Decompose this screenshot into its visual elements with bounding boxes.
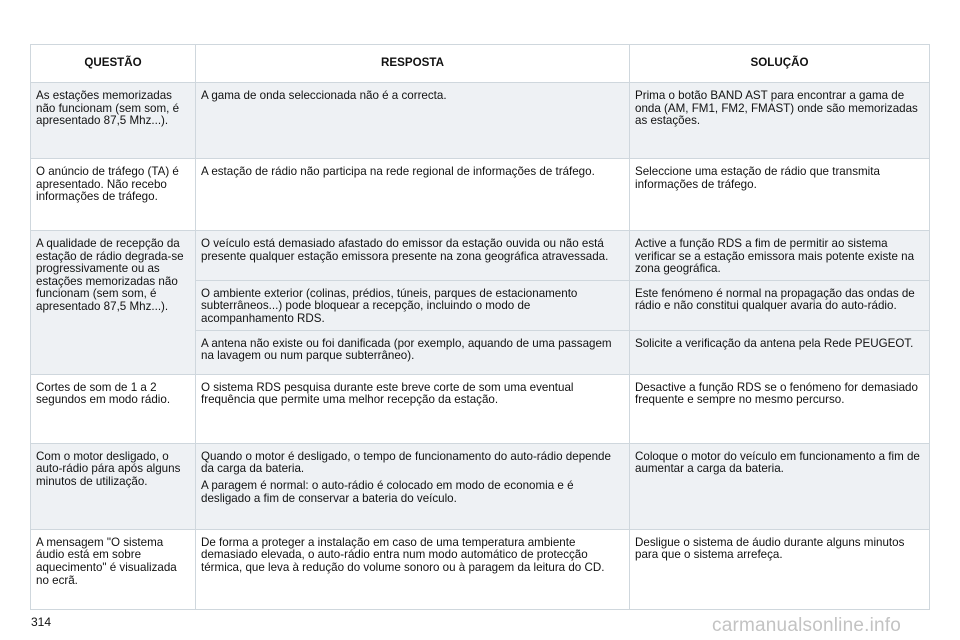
- page-number: 314: [31, 615, 52, 629]
- question-cell: As estações memorizadas não funcionam (sem som, é apresentado 87,5 Mhz...).: [31, 83, 196, 159]
- solution-cell: Active a função RDS a fim de permitir ao sistema verificar se a estação emissora mais potente existe na zona geográfica.: [630, 231, 930, 281]
- answer-cell: A gama de onda seleccionada não é a correcta.: [196, 83, 630, 159]
- question-cell: Com o motor desligado, o auto-rádio pára após alguns minutos de utilização.: [31, 443, 196, 529]
- table-row: [31, 443, 930, 529]
- solution-cell: Coloque o motor do veículo em funcionamento a fim de aumentar a carga da bateria.: [630, 443, 930, 529]
- question-cell: Cortes de som de 1 a 2 segundos em modo rádio.: [31, 374, 196, 443]
- solution-cell: Solicite a verificação da antena pela Rede PEUGEOT.: [630, 330, 930, 374]
- answer-cell: O veículo está demasiado afastado do emissor da estação ouvida ou não está presente qualquer estação emissora presente na zona geográfica atravessada.: [196, 231, 630, 281]
- table-row: [31, 374, 930, 443]
- question-cell: O anúncio de tráfego (TA) é apresentado. Não recebo informações de tráfego.: [31, 159, 196, 231]
- solution-cell: Este fenómeno é normal na propagação das ondas de rádio e não constitui qualquer avaria do auto-rádio.: [630, 280, 930, 330]
- answer-paragraph: Quando o motor é desligado, o tempo de funcionamento do auto-rádio depende da carga da bateria.: [201, 449, 611, 476]
- table-row: [31, 529, 930, 609]
- table-header-row: [31, 45, 930, 83]
- solution-cell: Prima o botão BAND AST para encontrar a gama de onda (AM, FM1, FM2, FMAST) onde são memorizadas as estações.: [630, 83, 930, 159]
- table-row: [31, 159, 930, 231]
- header-answer: RESPOSTA: [196, 45, 630, 83]
- table-row: [31, 83, 930, 159]
- answer-cell: O sistema RDS pesquisa durante este breve corte de som uma eventual frequência que permite uma melhor recepção da estação.: [196, 374, 630, 443]
- header-question: QUESTÃO: [31, 45, 196, 83]
- question-cell: A mensagem "O sistema áudio está em sobre aquecimento" é visualizada no ecrã.: [31, 529, 196, 609]
- answer-cell: O ambiente exterior (colinas, prédios, túneis, parques de estacionamento subterrâneos...) pode bloquear a recepção, incluindo o modo de acompanhamento RDS.: [196, 280, 630, 330]
- question-cell: A qualidade de recepção da estação de rádio degrada-se progressivamente ou as estações memorizadas não funcionam (sem som, é apresentado 87,5 Mhz...).: [31, 231, 196, 375]
- solution-cell: Desligue o sistema de áudio durante alguns minutos para que o sistema arrefeça.: [630, 529, 930, 609]
- table-row: [31, 231, 930, 281]
- troubleshooting-table: [30, 44, 930, 610]
- header-solution: SOLUÇÃO: [630, 45, 930, 83]
- answer-cell: De forma a proteger a instalação em caso de uma temperatura ambiente demasiado elevada, o auto-rádio entra num modo automático de protecção térmica, que leva à redução do volume sonoro ou à paragem da leitura do CD.: [196, 529, 630, 609]
- answer-cell: A antena não existe ou foi danificada (por exemplo, aquando de uma passagem na lavagem ou num parque subterrâneo).: [196, 330, 630, 374]
- answer-cell: A estação de rádio não participa na rede regional de informações de tráfego.: [196, 159, 630, 231]
- answer-paragraph: A paragem é normal: o auto-rádio é colocado em modo de economia e é desligado a fim de conservar a bateria do veículo.: [201, 478, 574, 505]
- solution-cell: Desactive a função RDS se o fenómeno for demasiado frequente e sempre no mesmo percurso.: [630, 374, 930, 443]
- answer-cell: [196, 443, 630, 529]
- watermark: carmanualsonline.info: [712, 615, 902, 636]
- solution-cell: Seleccione uma estação de rádio que transmita informações de tráfego.: [630, 159, 930, 231]
